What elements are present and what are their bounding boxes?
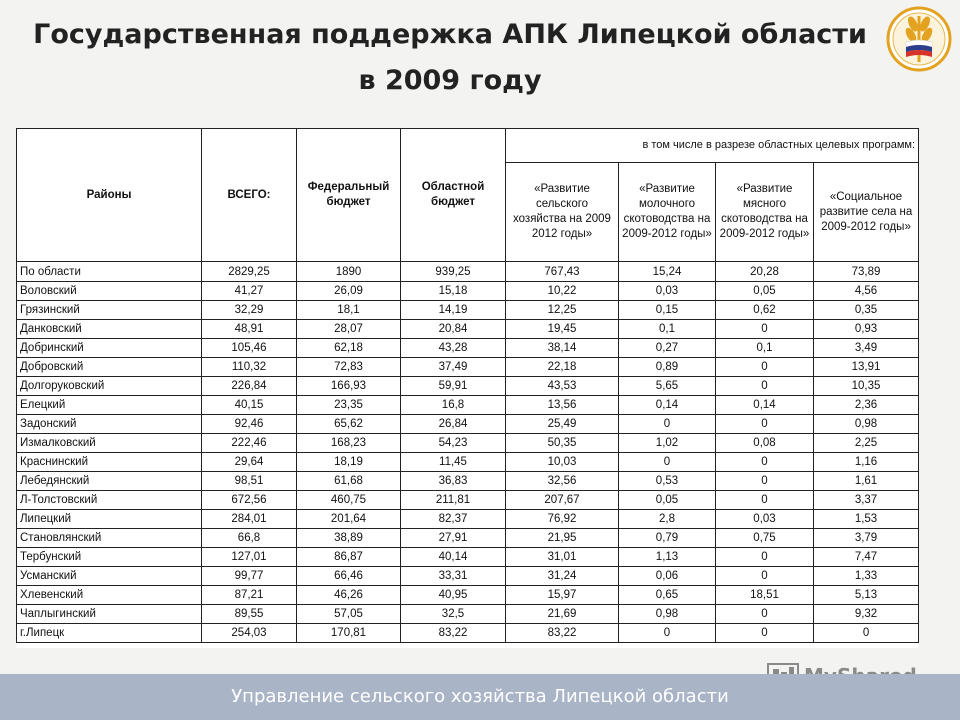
cell-regional: 32,5: [401, 605, 506, 624]
cell-regional: 40,14: [401, 548, 506, 567]
cell-region: Добринский: [17, 339, 202, 358]
cell-program-agriculture: 22,18: [506, 358, 619, 377]
cell-program-agriculture: 31,01: [506, 548, 619, 567]
cell-program-meat: 0,75: [716, 529, 814, 548]
cell-total: 2829,25: [202, 262, 297, 282]
header-program-agriculture: «Развитие сельского хозяйства на 2009 2012 годы»: [506, 163, 619, 262]
table-row: [17, 415, 919, 434]
cell-program-dairy: 0,53: [619, 472, 716, 491]
cell-program-meat: 0: [716, 377, 814, 396]
cell-program-social: 1,16: [814, 453, 919, 472]
cell-regional: 27,91: [401, 529, 506, 548]
table-body: [17, 262, 919, 643]
cell-regional: 37,49: [401, 358, 506, 377]
cell-regional: 40,95: [401, 586, 506, 605]
table-row: [17, 605, 919, 624]
cell-region: Краснинский: [17, 453, 202, 472]
table-row: [17, 320, 919, 339]
cell-program-meat: 0: [716, 548, 814, 567]
cell-federal: 62,18: [297, 339, 401, 358]
cell-total: 89,55: [202, 605, 297, 624]
cell-program-meat: 0,03: [716, 510, 814, 529]
cell-program-social: 2,25: [814, 434, 919, 453]
cell-program-agriculture: 21,95: [506, 529, 619, 548]
cell-region: Чаплыгинский: [17, 605, 202, 624]
cell-program-agriculture: 12,25: [506, 301, 619, 320]
cell-region: Тербунский: [17, 548, 202, 567]
cell-federal: 66,46: [297, 567, 401, 586]
cell-total: 48,91: [202, 320, 297, 339]
cell-program-agriculture: 43,53: [506, 377, 619, 396]
cell-region: Воловский: [17, 282, 202, 301]
cell-program-social: 7,47: [814, 548, 919, 567]
cell-total: 284,01: [202, 510, 297, 529]
cell-total: 672,56: [202, 491, 297, 510]
cell-federal: 65,62: [297, 415, 401, 434]
cell-program-social: 1,61: [814, 472, 919, 491]
table-row: [17, 282, 919, 301]
cell-region: Л-Толстовский: [17, 491, 202, 510]
table-row: [17, 339, 919, 358]
table-row: [17, 301, 919, 320]
cell-program-agriculture: 50,35: [506, 434, 619, 453]
page-title: [0, 12, 900, 104]
cell-regional: 26,84: [401, 415, 506, 434]
cell-program-dairy: 0,65: [619, 586, 716, 605]
cell-region: Данковский: [17, 320, 202, 339]
cell-regional: 16,8: [401, 396, 506, 415]
cell-total: 222,46: [202, 434, 297, 453]
cell-region: По области: [17, 262, 202, 282]
cell-program-social: 0,35: [814, 301, 919, 320]
cell-program-social: 1,33: [814, 567, 919, 586]
cell-total: 92,46: [202, 415, 297, 434]
cell-total: 98,51: [202, 472, 297, 491]
cell-program-social: 0: [814, 624, 919, 643]
header-programs-group: в том числе в разрезе областных целевых программ:: [506, 129, 919, 163]
cell-region: Грязинский: [17, 301, 202, 320]
cell-program-social: 0,93: [814, 320, 919, 339]
cell-program-social: 13,91: [814, 358, 919, 377]
cell-federal: 166,93: [297, 377, 401, 396]
cell-program-meat: 0: [716, 358, 814, 377]
cell-region: Усманский: [17, 567, 202, 586]
table-row: [17, 624, 919, 643]
cell-program-agriculture: 10,03: [506, 453, 619, 472]
cell-program-social: 0,98: [814, 415, 919, 434]
cell-program-meat: 0: [716, 491, 814, 510]
cell-regional: 14,19: [401, 301, 506, 320]
cell-federal: 46,26: [297, 586, 401, 605]
cell-program-meat: 0,1: [716, 339, 814, 358]
table-row: [17, 377, 919, 396]
cell-program-agriculture: 13,56: [506, 396, 619, 415]
cell-total: 66,8: [202, 529, 297, 548]
cell-program-dairy: 0,14: [619, 396, 716, 415]
table-row: [17, 510, 919, 529]
cell-federal: 1890: [297, 262, 401, 282]
cell-program-agriculture: 19,45: [506, 320, 619, 339]
cell-program-agriculture: 38,14: [506, 339, 619, 358]
table-row: [17, 548, 919, 567]
footer-text: Управление сельского хозяйства Липецкой области: [231, 686, 729, 707]
cell-program-dairy: 0,03: [619, 282, 716, 301]
cell-total: 41,27: [202, 282, 297, 301]
header-regional: Областной бюджет: [401, 129, 506, 262]
cell-program-dairy: 0: [619, 624, 716, 643]
cell-program-meat: 0,05: [716, 282, 814, 301]
cell-federal: 38,89: [297, 529, 401, 548]
cell-regional: 54,23: [401, 434, 506, 453]
cell-program-dairy: 2,8: [619, 510, 716, 529]
cell-regional: 82,37: [401, 510, 506, 529]
cell-program-meat: 0,62: [716, 301, 814, 320]
cell-total: 226,84: [202, 377, 297, 396]
cell-total: 87,21: [202, 586, 297, 605]
cell-region: Лебедянский: [17, 472, 202, 491]
cell-program-dairy: 0,27: [619, 339, 716, 358]
cell-federal: 28,07: [297, 320, 401, 339]
footer-bar: [0, 674, 960, 720]
cell-program-agriculture: 25,49: [506, 415, 619, 434]
cell-federal: 18,1: [297, 301, 401, 320]
cell-regional: 20,84: [401, 320, 506, 339]
table-row: [17, 529, 919, 548]
cell-total: 40,15: [202, 396, 297, 415]
cell-regional: 939,25: [401, 262, 506, 282]
cell-program-dairy: 0,79: [619, 529, 716, 548]
cell-program-social: 3,37: [814, 491, 919, 510]
cell-program-social: 73,89: [814, 262, 919, 282]
cell-program-social: 1,53: [814, 510, 919, 529]
cell-federal: 23,35: [297, 396, 401, 415]
cell-total: 32,29: [202, 301, 297, 320]
table-row: [17, 358, 919, 377]
cell-total: 127,01: [202, 548, 297, 567]
page-title-line1: Государственная поддержка АПК Липецкой области: [33, 19, 867, 50]
table-row-total: [17, 262, 919, 282]
cell-program-agriculture: 83,22: [506, 624, 619, 643]
table-row: [17, 472, 919, 491]
cell-program-dairy: 15,24: [619, 262, 716, 282]
header-program-social: «Социальное развитие села на 2009-2012 годы»: [814, 163, 919, 262]
header-total: ВСЕГО:: [202, 129, 297, 262]
cell-program-agriculture: 21,69: [506, 605, 619, 624]
header-federal: Федеральный бюджет: [297, 129, 401, 262]
cell-program-social: 2,36: [814, 396, 919, 415]
cell-program-agriculture: 207,67: [506, 491, 619, 510]
cell-total: 99,77: [202, 567, 297, 586]
cell-program-social: 4,56: [814, 282, 919, 301]
cell-program-dairy: 0,05: [619, 491, 716, 510]
cell-federal: 170,81: [297, 624, 401, 643]
cell-program-dairy: 0,89: [619, 358, 716, 377]
cell-program-dairy: 0,15: [619, 301, 716, 320]
cell-region: г.Липецк: [17, 624, 202, 643]
cell-federal: 61,68: [297, 472, 401, 491]
cell-program-dairy: 1,02: [619, 434, 716, 453]
cell-program-meat: 0: [716, 453, 814, 472]
cell-total: 254,03: [202, 624, 297, 643]
header-region: Районы: [17, 129, 202, 262]
cell-program-agriculture: 31,24: [506, 567, 619, 586]
cell-total: 110,32: [202, 358, 297, 377]
cell-program-social: 5,13: [814, 586, 919, 605]
cell-program-dairy: 0: [619, 415, 716, 434]
table-row: [17, 567, 919, 586]
cell-total: 29,64: [202, 453, 297, 472]
cell-program-dairy: 0,98: [619, 605, 716, 624]
cell-regional: 211,81: [401, 491, 506, 510]
cell-program-dairy: 0,1: [619, 320, 716, 339]
table-row: [17, 453, 919, 472]
cell-program-agriculture: 10,22: [506, 282, 619, 301]
cell-program-agriculture: 32,56: [506, 472, 619, 491]
header-program-dairy: «Развитие молочного скотоводства на 2009-2012 годы»: [619, 163, 716, 262]
cell-regional: 83,22: [401, 624, 506, 643]
cell-program-social: 3,49: [814, 339, 919, 358]
cell-federal: 168,23: [297, 434, 401, 453]
cell-regional: 33,31: [401, 567, 506, 586]
cell-program-meat: 0: [716, 624, 814, 643]
cell-region: Измалковский: [17, 434, 202, 453]
cell-federal: 460,75: [297, 491, 401, 510]
cell-region: Добровский: [17, 358, 202, 377]
support-table: [16, 128, 919, 643]
cell-program-meat: 0,08: [716, 434, 814, 453]
cell-program-meat: 0: [716, 567, 814, 586]
cell-total: 105,46: [202, 339, 297, 358]
cell-regional: 15,18: [401, 282, 506, 301]
cell-federal: 72,83: [297, 358, 401, 377]
cell-regional: 36,83: [401, 472, 506, 491]
cell-regional: 11,45: [401, 453, 506, 472]
cell-program-agriculture: 767,43: [506, 262, 619, 282]
page-title-line2: в 2009 году: [358, 65, 542, 96]
cell-program-meat: 0,14: [716, 396, 814, 415]
cell-program-dairy: 0,06: [619, 567, 716, 586]
header-program-meat: «Развитие мясного скотоводства на 2009-2012 годы»: [716, 163, 814, 262]
cell-program-meat: 18,51: [716, 586, 814, 605]
table-row: [17, 434, 919, 453]
cell-federal: 86,87: [297, 548, 401, 567]
support-table-container: [16, 128, 918, 648]
cell-program-dairy: 1,13: [619, 548, 716, 567]
cell-program-social: 3,79: [814, 529, 919, 548]
cell-region: Липецкий: [17, 510, 202, 529]
cell-program-agriculture: 76,92: [506, 510, 619, 529]
cell-region: Елецкий: [17, 396, 202, 415]
cell-federal: 201,64: [297, 510, 401, 529]
table-row: [17, 491, 919, 510]
cell-program-dairy: 0: [619, 453, 716, 472]
cell-federal: 18,19: [297, 453, 401, 472]
cell-federal: 26,09: [297, 282, 401, 301]
cell-program-meat: 0: [716, 605, 814, 624]
cell-regional: 59,91: [401, 377, 506, 396]
cell-program-dairy: 5,65: [619, 377, 716, 396]
cell-program-social: 9,32: [814, 605, 919, 624]
cell-region: Хлевенский: [17, 586, 202, 605]
cell-regional: 43,28: [401, 339, 506, 358]
cell-region: Становлянский: [17, 529, 202, 548]
cell-region: Задонский: [17, 415, 202, 434]
table-row: [17, 586, 919, 605]
wheat-emblem-icon: [886, 6, 952, 72]
cell-program-meat: 0: [716, 320, 814, 339]
table-row: [17, 396, 919, 415]
cell-program-meat: 0: [716, 472, 814, 491]
cell-program-meat: 20,28: [716, 262, 814, 282]
cell-program-agriculture: 15,97: [506, 586, 619, 605]
cell-program-social: 10,35: [814, 377, 919, 396]
cell-federal: 57,05: [297, 605, 401, 624]
cell-program-meat: 0: [716, 415, 814, 434]
cell-region: Долгоруковский: [17, 377, 202, 396]
